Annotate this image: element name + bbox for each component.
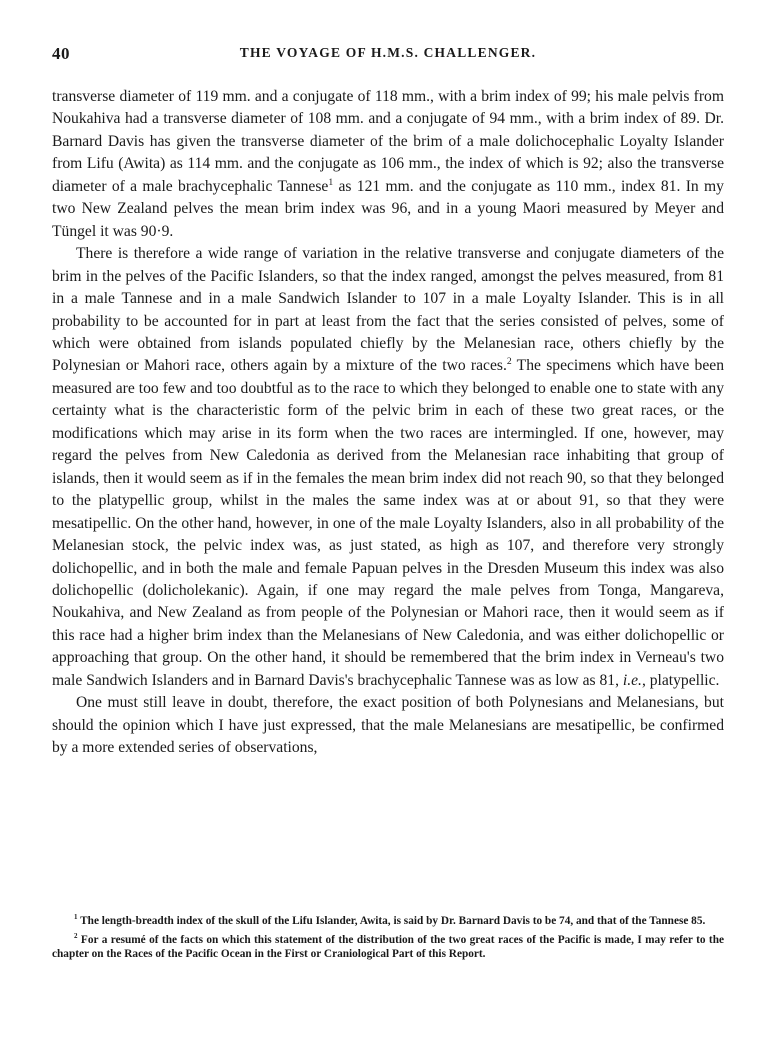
- footnote-2-text: For a resumé of the facts on which this statement of the distribution of the two great races of the Pacific is made, I may refer to the chapter on the Races of the Pacific Ocean in the First or Craniological Part of this Report.: [52, 933, 724, 961]
- footnote-ref-1: 1: [328, 176, 334, 188]
- footnote-2: [52, 933, 724, 962]
- page-number: 40: [52, 44, 70, 63]
- footnote-1-marker: 1: [74, 913, 78, 922]
- footnote-1: [52, 914, 724, 929]
- body-text: [52, 86, 724, 760]
- paragraph-1-text-b: as 121 mm. and the conjugate as 110 mm., index 81. In my two New Zealand pelves the mean brim index was 96, and in a young Maori measured by Meyer and Tüngel it was 90·9.: [52, 177, 724, 240]
- footnote-ref-2: 2: [506, 356, 512, 368]
- paragraph-2-text-a: There is therefore a wide range of variation in the relative transverse and conjugate diameters of the brim in the pelves of the Pacific Islanders, so that the index ranged, amongst the pelves measured, from 81 in a male Tannese and in a male Sandwich Islander to 107 in a male Loyalty Islander. This is in all probability to be accounted for in part at least from the fact that the series consisted of pelves, some of which were obtained from islands populated chiefly by the Melanesian race, others chiefly by the Polynesian or Mahori race, others again by a mixture of the two races.: [52, 245, 724, 375]
- paragraph-2: [52, 243, 724, 692]
- footnotes: [52, 914, 724, 962]
- paragraph-1: [52, 86, 724, 243]
- footnote-2-marker: 2: [74, 931, 78, 940]
- page-header: [52, 44, 724, 66]
- paragraph-2-text-b: The specimens which have been measured are too few and too doubtful as to the race to which they belonged to enable one to state with any certainty what is the characteristic form of the pelvic brim in each of these two great races, or the modifications which may arise in its form when the two races are intermingled. If one, however, may regard the pelves from New Caledonia as derived from the Melanesian race inhabiting that group of islands, then it would seem as if in the females the mean brim index did not reach 90, so that they belonged to the platypellic group, whilst in the males the same index was at or about 91, so that they were mesatipellic. On the other hand, however, in one of the male Loyalty Islanders, also in all probability of the Melanesian stock, the pelvic index was, as just stated, as high as 107, and therefore very strongly dolichopellic, and in both the male and female Papuan pelves in the Dresden Museum this index was also dolichopellic (dolicholekanic). Again, if one may regard the male pelves from Tonga, Mangareva, Noukahiva, and New Zealand as from people of the Polynesian or Mahori race, then it would seem as if this race had a higher brim index than the Melanesians of New Caledonia, and was either dolichopellic or approaching that group. On the other hand, it should be remembered that the brim index in Verneau's two male Sandwich Islanders and in Barnard Davis's brachycephalic Tannese was as low as 81,: [52, 357, 724, 689]
- footnote-1-text: The length-breadth index of the skull of the Lifu Islander, Awita, is said by Dr. Barnard Davis to be 74, and that of the Tannese 85.: [77, 915, 706, 927]
- paragraph-3: One must still leave in doubt, therefore, the exact position of both Polynesians and Melanesians, but should the opinion which I have just expressed, that the male Melanesians are mesatipellic, be confirmed by a more extended series of observations,: [52, 694, 724, 757]
- paragraph-2-text-c: , platypellic.: [641, 671, 720, 689]
- running-head: THE VOYAGE OF H.M.S. CHALLENGER.: [239, 45, 537, 60]
- paragraph-2-ie: i.e.: [622, 671, 642, 689]
- paragraph-1-text-a: transverse diameter of 119 mm. and a conjugate of 118 mm., with a brim index of 99; his male pelvis from Noukahiva had a transverse diameter of 108 mm. and a conjugate of 94 mm., with a brim index of 89. Dr. Barnard Davis has given the transverse diameter of the brim of a male dolichocephalic Loyalty Islander from Lifu (Awita) as 114 mm. and the conjugate as 106 mm., the index of which is 92; also the transverse diameter of a male brachycephalic Tannese: [52, 88, 724, 195]
